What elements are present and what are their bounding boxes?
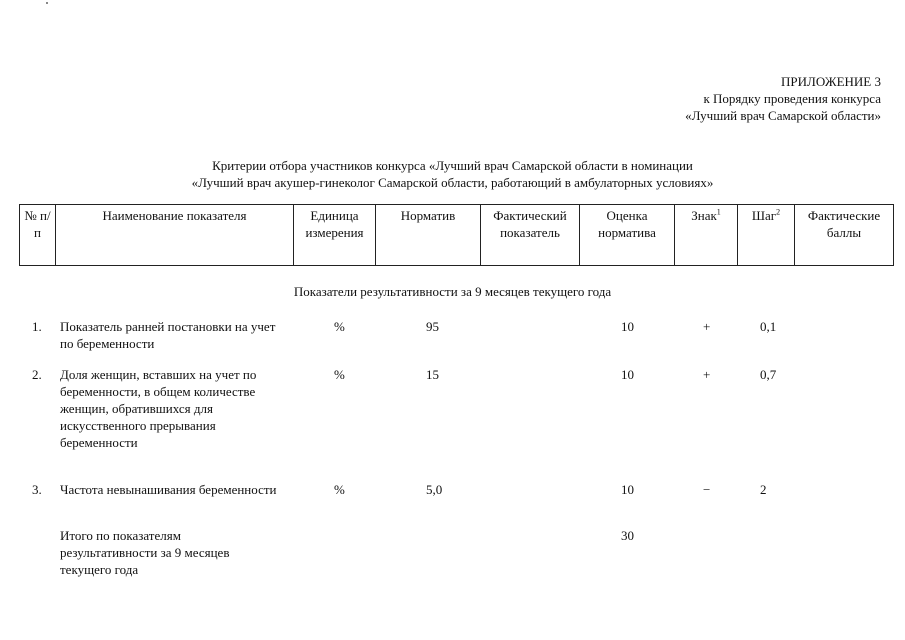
title-line-1: Критерии отбора участников конкурса «Лучший врач Самарской области в номинации xyxy=(212,158,693,173)
row-2-name: Доля женщин, вставших на учет по беременности, в общем количестве женщин, обратившихся для искусственного прерывания беременности xyxy=(60,367,257,450)
total-label: Итого по показателям результативности за 9 месяцев текущего года xyxy=(60,528,230,577)
header-step xyxy=(738,205,795,266)
header-name: Наименование показателя xyxy=(56,205,294,266)
header-sign xyxy=(675,205,738,266)
header-score: Оценка норматива xyxy=(580,205,675,266)
header-sign-footnote: 1 xyxy=(716,207,721,217)
row-2-step: 0,7 xyxy=(760,367,777,382)
criteria-table-header xyxy=(19,204,894,266)
appendix-header xyxy=(685,73,881,124)
header-actual: Фактический показатель xyxy=(481,205,580,266)
scan-speck xyxy=(46,2,48,4)
row-2-score: 10 xyxy=(621,367,634,382)
title-line-2: «Лучший врач акушер-гинеколог Самарской области, работающий в амбулаторных условиях» xyxy=(191,175,714,190)
row-2-sign: + xyxy=(703,367,711,382)
row-2-unit: % xyxy=(334,367,345,382)
header-sign-label: Знак xyxy=(691,208,717,223)
appendix-line-1: ПРИЛОЖЕНИЕ 3 xyxy=(781,74,881,89)
row-2-num: 2. xyxy=(32,367,42,382)
row-1-norm: 95 xyxy=(426,319,439,334)
header-unit: Единица измерения xyxy=(294,205,376,266)
row-3-unit: % xyxy=(334,482,345,497)
header-step-label: Шаг xyxy=(751,208,777,223)
row-1-step: 0,1 xyxy=(760,319,777,334)
row-3-name: Частота невынашивания беременности xyxy=(60,482,277,497)
section-title: Показатели результативности за 9 месяцев текущего года xyxy=(293,284,612,299)
row-1-name: Показатель ранней постановки на учет по беременности xyxy=(60,319,276,351)
row-3-step: 2 xyxy=(760,482,767,497)
row-1-score: 10 xyxy=(621,319,634,334)
appendix-line-3: «Лучший врач Самарской области» xyxy=(685,108,881,123)
header-step-footnote: 2 xyxy=(776,207,781,217)
row-2-norm: 15 xyxy=(426,367,439,382)
header-num: № п/п xyxy=(20,205,56,266)
row-1-unit: % xyxy=(334,319,345,334)
header-points: Фактические баллы xyxy=(795,205,894,266)
row-1-num: 1. xyxy=(32,319,42,334)
row-3-norm: 5,0 xyxy=(426,482,443,497)
row-1-sign: + xyxy=(703,319,711,334)
row-3-num: 3. xyxy=(32,482,42,497)
row-3-sign: − xyxy=(703,482,711,497)
total-score: 30 xyxy=(621,528,634,543)
document-title xyxy=(0,157,905,191)
header-norm: Норматив xyxy=(376,205,481,266)
row-3-score: 10 xyxy=(621,482,634,497)
appendix-line-2: к Порядку проведения конкурса xyxy=(703,91,881,106)
